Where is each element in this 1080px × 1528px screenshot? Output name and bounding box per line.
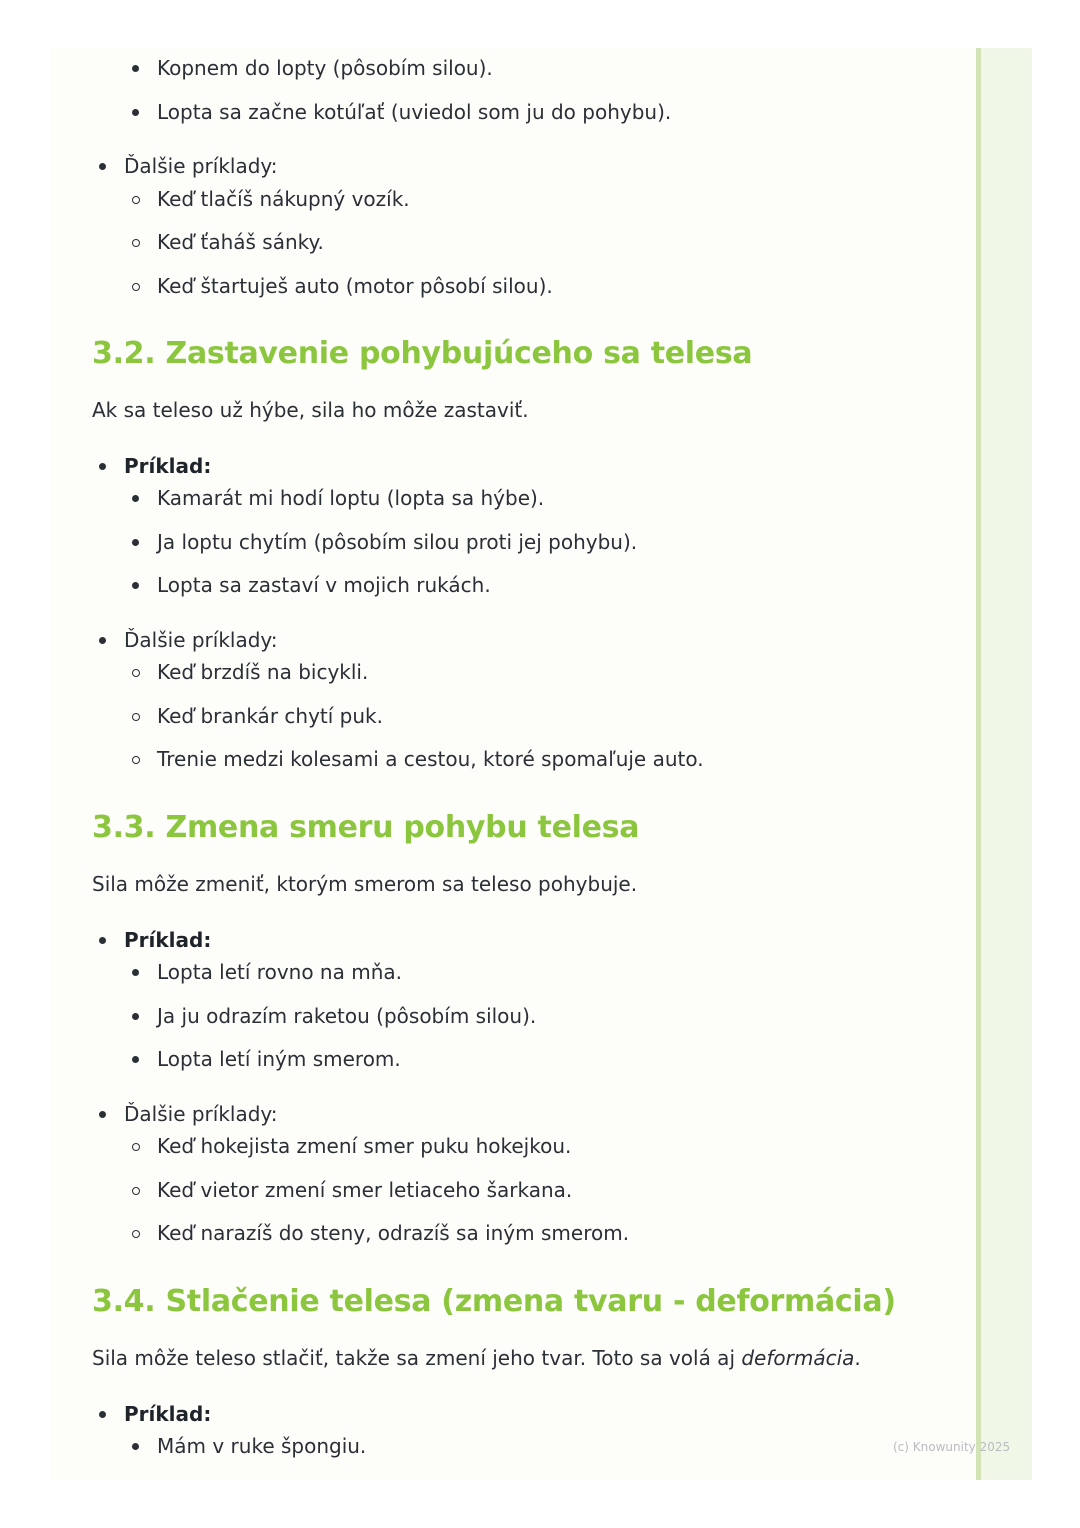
- list-item: Keď brankár chytí puk.: [157, 702, 383, 730]
- section-heading-3-3: 3.3. Zmena smeru pohybu telesa: [92, 810, 640, 845]
- bullet-icon: [132, 1443, 139, 1450]
- list-item-more-examples: Ďalšie príklady:: [124, 152, 278, 180]
- section-intro-3-3: Sila môže zmeniť, ktorým smerom sa teleso pohybuje.: [92, 872, 638, 896]
- list-item: Keď brzdíš na bicykli.: [157, 658, 368, 686]
- section-intro-3-4: Sila môže teleso stlačiť, takže sa zmení jeho tvar. Toto sa volá aj deformácia.: [92, 1346, 861, 1370]
- bullet-icon: [99, 163, 106, 170]
- circle-bullet-icon: [132, 283, 140, 291]
- circle-bullet-icon: [132, 1230, 140, 1238]
- list-item: Keď hokejista zmení smer puku hokejkou.: [157, 1132, 571, 1160]
- circle-bullet-icon: [132, 239, 140, 247]
- circle-bullet-icon: [132, 1187, 140, 1195]
- list-item: Keď narazíš do steny, odrazíš sa iným smerom.: [157, 1219, 629, 1247]
- bullet-icon: [132, 582, 139, 589]
- list-item: Kopnem do lopty (pôsobím silou).: [157, 54, 493, 82]
- term-deformacia: deformácia: [741, 1346, 855, 1370]
- circle-bullet-icon: [132, 196, 140, 204]
- list-item: Lopta letí iným smerom.: [157, 1045, 401, 1073]
- bullet-icon: [99, 637, 106, 644]
- list-item-example: Príklad:: [124, 1400, 211, 1428]
- bullet-icon: [99, 463, 106, 470]
- page-side-strip: [976, 48, 1032, 1480]
- list-item: Lopta sa zastaví v mojich rukách.: [157, 571, 491, 599]
- bullet-icon: [132, 1056, 139, 1063]
- circle-bullet-icon: [132, 713, 140, 721]
- list-item: Lopta sa začne kotúľať (uviedol som ju do pohybu).: [157, 98, 671, 126]
- bullet-icon: [132, 969, 139, 976]
- copyright-notice: (c) Knowunity 2025: [893, 1440, 1011, 1454]
- bullet-icon: [132, 495, 139, 502]
- bullet-icon: [132, 109, 139, 116]
- list-item: Lopta letí rovno na mňa.: [157, 958, 402, 986]
- section-intro-3-2: Ak sa teleso už hýbe, sila ho môže zastaviť.: [92, 398, 529, 422]
- list-item-more-examples: Ďalšie príklady:: [124, 1100, 278, 1128]
- circle-bullet-icon: [132, 756, 140, 764]
- bullet-icon: [132, 539, 139, 546]
- document-page: [50, 48, 976, 1480]
- bullet-icon: [132, 65, 139, 72]
- circle-bullet-icon: [132, 1143, 140, 1151]
- list-item-example: Príklad:: [124, 926, 211, 954]
- list-item: Kamarát mi hodí loptu (lopta sa hýbe).: [157, 484, 544, 512]
- list-item: Mám v ruke špongiu.: [157, 1432, 366, 1460]
- list-item: Keď ťaháš sánky.: [157, 228, 324, 256]
- list-item: Ja loptu chytím (pôsobím silou proti jej pohybu).: [157, 528, 637, 556]
- list-item: Trenie medzi kolesami a cestou, ktoré spomaľuje auto.: [157, 745, 704, 773]
- list-item: Ja ju odrazím raketou (pôsobím silou).: [157, 1002, 536, 1030]
- bullet-icon: [99, 1411, 106, 1418]
- list-item: Keď tlačíš nákupný vozík.: [157, 185, 410, 213]
- section-heading-3-2: 3.2. Zastavenie pohybujúceho sa telesa: [92, 336, 753, 371]
- list-item-more-examples: Ďalšie príklady:: [124, 626, 278, 654]
- list-item: Keď vietor zmení smer letiaceho šarkana.: [157, 1176, 572, 1204]
- bullet-icon: [99, 937, 106, 944]
- circle-bullet-icon: [132, 669, 140, 677]
- bullet-icon: [132, 1013, 139, 1020]
- list-item-example: Príklad:: [124, 452, 211, 480]
- section-heading-3-4: 3.4. Stlačenie telesa (zmena tvaru - deformácia): [92, 1284, 896, 1319]
- bullet-icon: [99, 1111, 106, 1118]
- list-item: Keď štartuješ auto (motor pôsobí silou).: [157, 272, 553, 300]
